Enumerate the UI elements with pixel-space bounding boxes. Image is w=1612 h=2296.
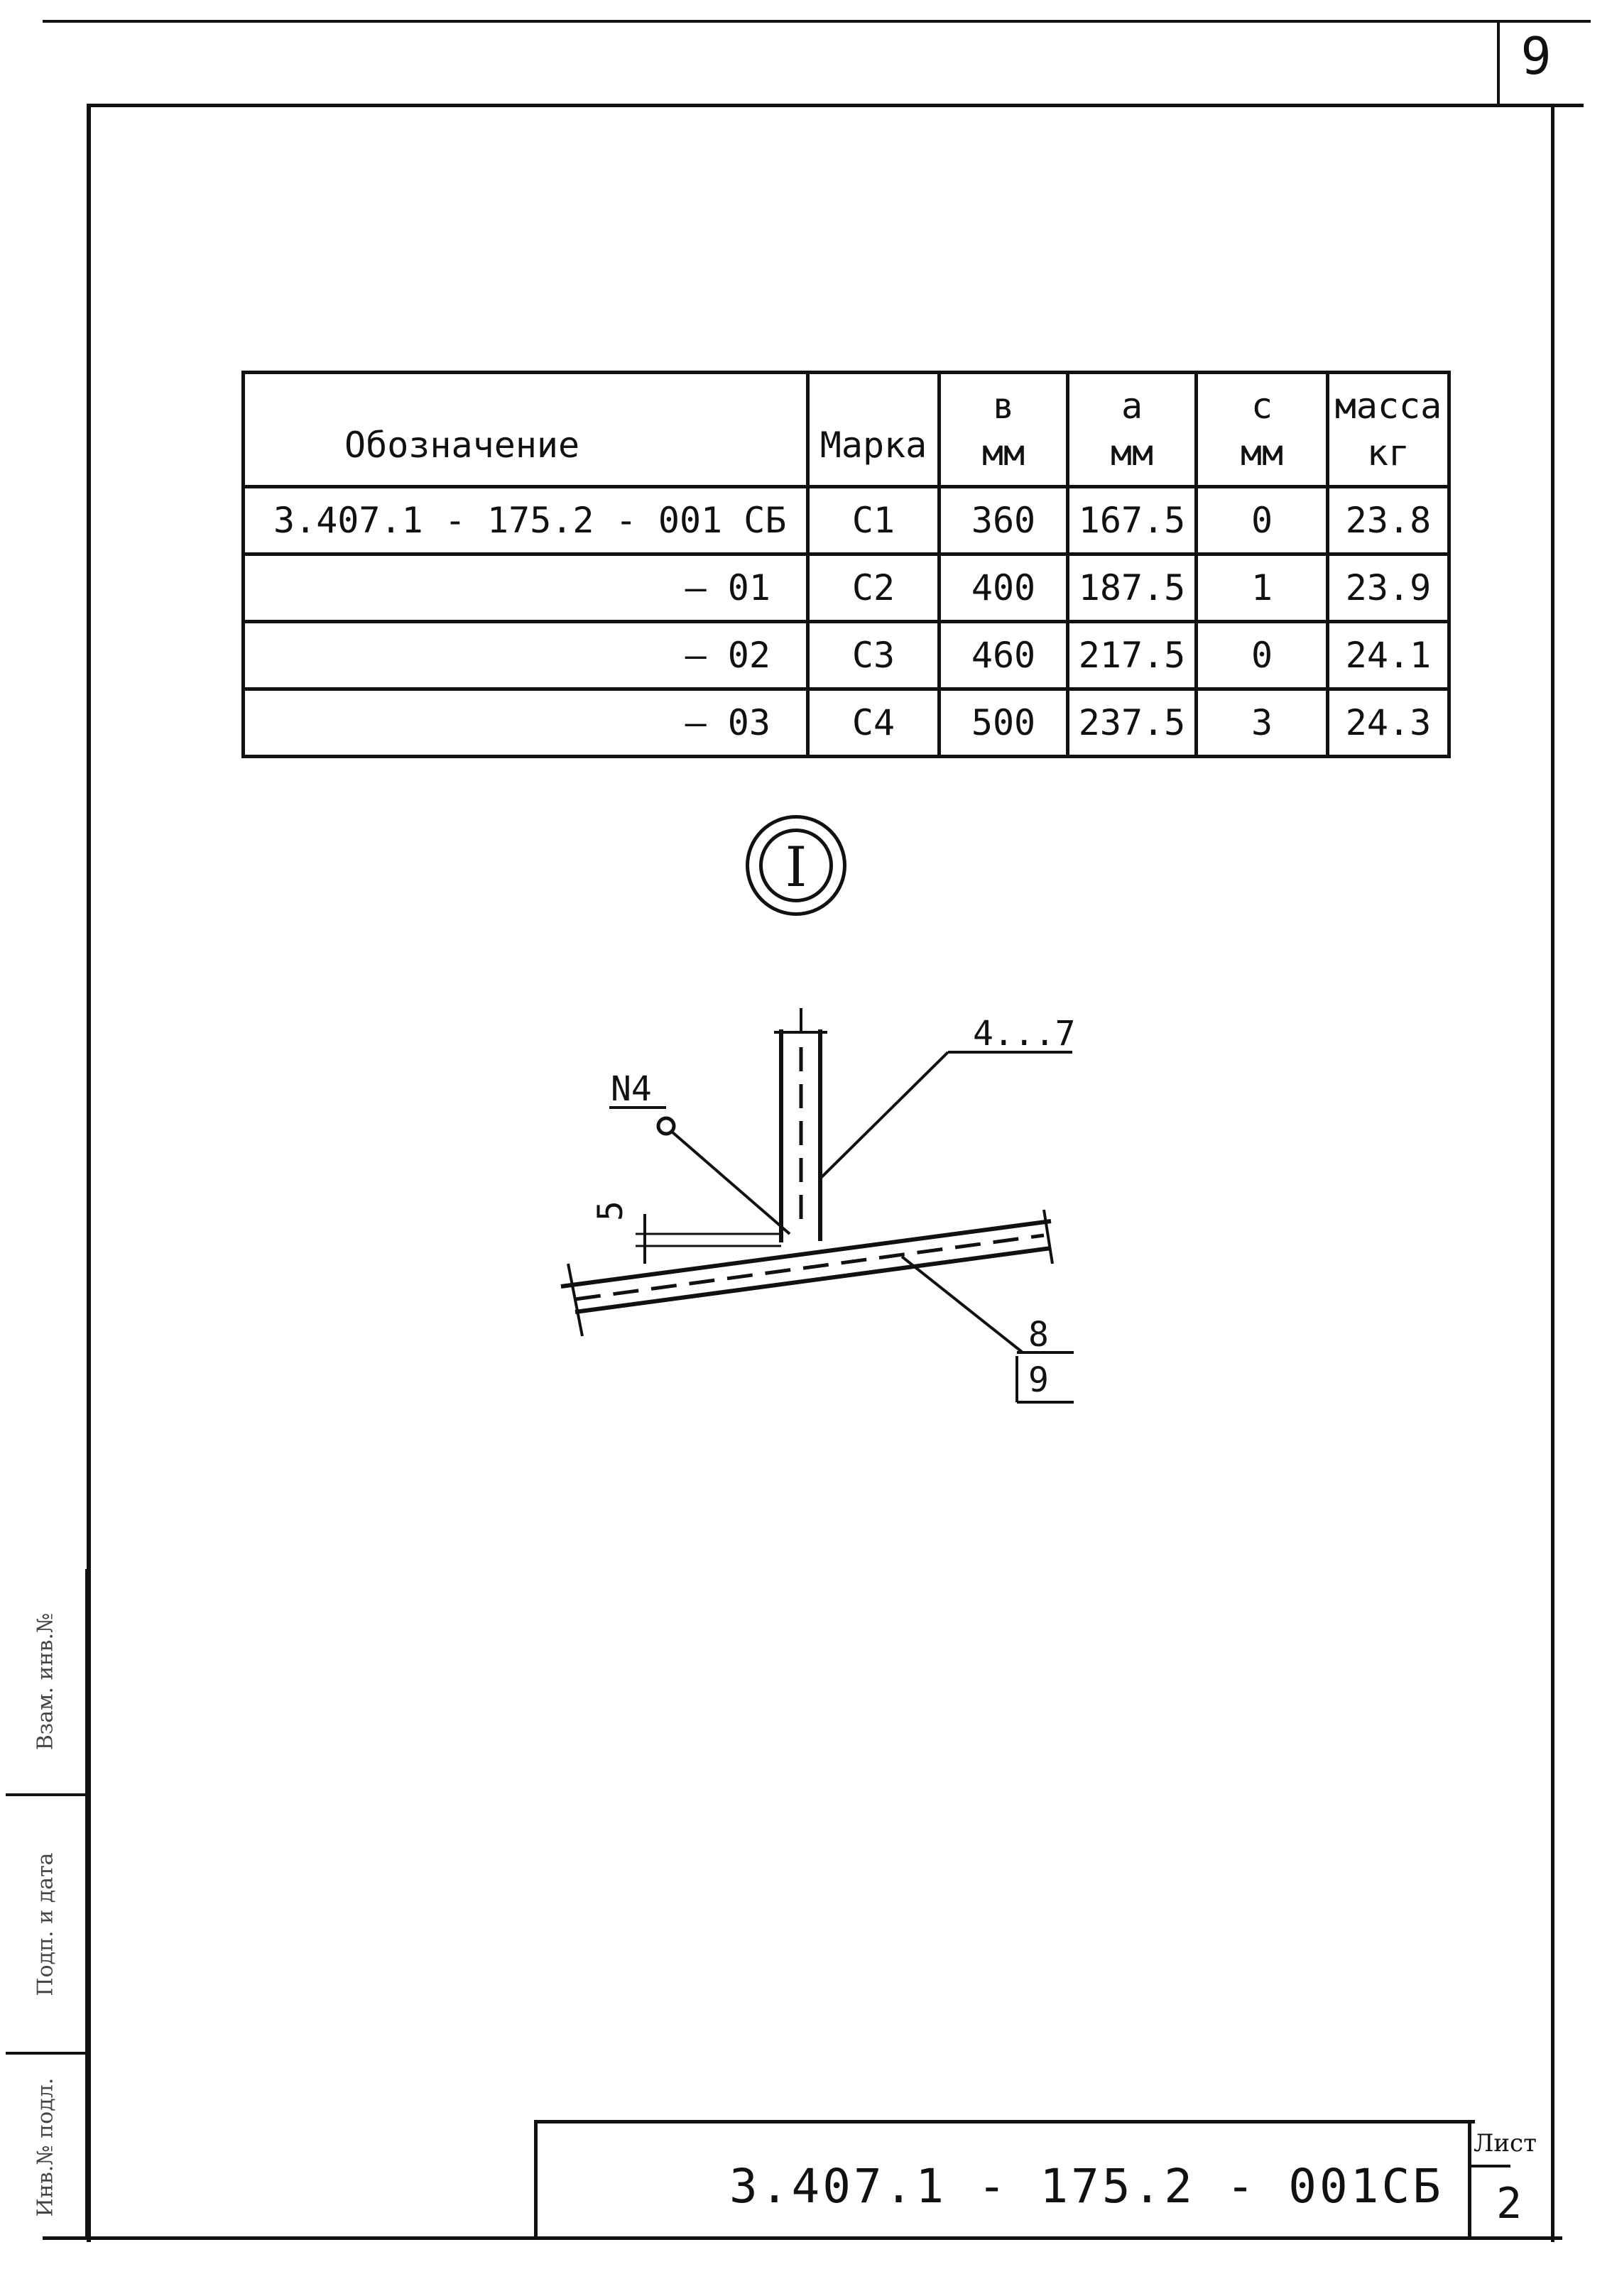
cell-a: 237.5 — [1068, 689, 1197, 757]
cell-c: 0 — [1197, 622, 1328, 689]
cell-c: 1 — [1197, 554, 1328, 622]
cell-c: 0 — [1197, 487, 1328, 554]
plate-break-right — [1044, 1210, 1052, 1264]
side-strip-right-line — [85, 1569, 88, 2239]
table-row — [244, 622, 1449, 689]
sheet-number-corner: 9 — [1520, 26, 1552, 86]
cell-b: 360 — [940, 487, 1068, 554]
weld-label: N4 — [611, 1069, 652, 1109]
cell-mark: С3 — [808, 622, 940, 689]
plate-leader-line — [902, 1257, 1023, 1352]
cell-a: 167.5 — [1068, 487, 1197, 554]
plate-top-edge — [561, 1221, 1051, 1286]
sheet-label: Лист — [1474, 2129, 1537, 2158]
sheet-column-line — [1468, 2123, 1471, 2240]
cell-mass: 23.8 — [1328, 487, 1449, 554]
header-mark: Марка — [808, 373, 940, 487]
sheet-number: 2 — [1496, 2179, 1523, 2229]
weld-leader-dot — [658, 1118, 674, 1134]
cell-designation: — 01 — [244, 554, 808, 622]
node-marker — [746, 815, 846, 916]
cell-mark: С1 — [808, 487, 940, 554]
cell-designation: 3.407.1 - 175.2 - 001 СБ — [244, 487, 808, 554]
header-mass: масса кг — [1328, 373, 1449, 487]
cell-mass: 24.3 — [1328, 689, 1449, 757]
plate-sub-label: 9 — [1028, 1360, 1049, 1400]
frame-bottom-line — [43, 2236, 1562, 2240]
side-label-signature: Подп. и дата — [33, 1852, 58, 1996]
header-c: с мм — [1197, 373, 1328, 487]
cell-b: 500 — [940, 689, 1068, 757]
cell-mark: С2 — [808, 554, 940, 622]
table-row — [244, 689, 1449, 757]
top-border-line — [43, 20, 1591, 23]
rod-label: 4...7 — [973, 1014, 1076, 1054]
cell-designation: — 02 — [244, 622, 808, 689]
plate-label: 8 — [1028, 1315, 1049, 1355]
header-designation: Обозначение — [244, 373, 808, 487]
side-stamp-strip — [6, 1569, 85, 2239]
side-label-replacement: Взам. инв.№ — [33, 1612, 58, 1750]
node-marker-label: I — [759, 829, 833, 902]
detail-drawing — [540, 1008, 1108, 1406]
cell-mark: С4 — [808, 689, 940, 757]
sheet-label-underline — [1468, 2165, 1510, 2167]
table-header-row — [244, 373, 1449, 487]
weld-leader-line — [672, 1132, 790, 1234]
side-label-inventory: Инв.№ подл. — [33, 2077, 58, 2216]
document-code: 3.407.1 - 175.2 - 001СБ — [729, 2159, 1444, 2214]
cell-mass: 23.9 — [1328, 554, 1449, 622]
cell-mass: 24.1 — [1328, 622, 1449, 689]
table-row — [244, 487, 1449, 554]
title-block — [534, 2120, 1537, 2236]
spec-table — [241, 371, 1451, 758]
dimension-label: 5 — [591, 1201, 631, 1221]
frame-right-line — [1551, 104, 1554, 2242]
cell-b: 460 — [940, 622, 1068, 689]
header-b: в мм — [940, 373, 1068, 487]
cell-a: 217.5 — [1068, 622, 1197, 689]
header-a: а мм — [1068, 373, 1197, 487]
rod-leader-line — [820, 1052, 948, 1179]
cell-a: 187.5 — [1068, 554, 1197, 622]
frame-top-line — [87, 104, 1584, 107]
cell-b: 400 — [940, 554, 1068, 622]
table-row — [244, 554, 1449, 622]
cell-designation: — 03 — [244, 689, 808, 757]
plate-bottom-edge — [575, 1248, 1051, 1312]
cell-c: 3 — [1197, 689, 1328, 757]
